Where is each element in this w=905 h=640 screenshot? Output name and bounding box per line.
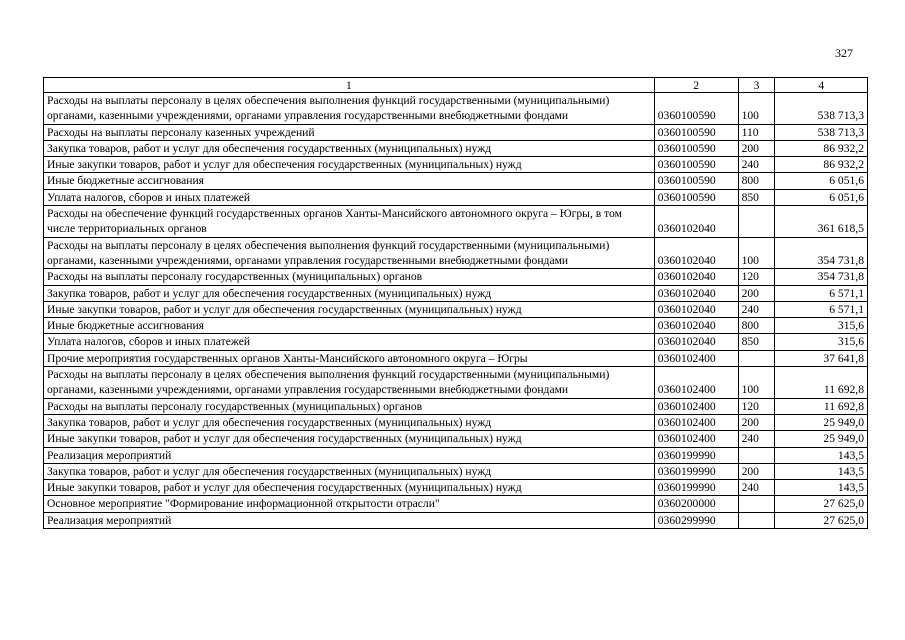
row-target-code-cell: 0360102040 (654, 318, 738, 334)
row-name-cell: Уплата налогов, сборов и иных платежей (44, 334, 655, 350)
row-expense-type-cell: 850 (738, 189, 775, 205)
row-target-code-cell: 0360100590 (654, 157, 738, 173)
row-name-cell: Иные закупки товаров, работ и услуг для обеспечения государственных (муниципальных) нужд (44, 431, 655, 447)
row-sum-cell: 6 571,1 (775, 301, 868, 317)
table-row (44, 237, 868, 269)
row-name-cell: Реализация мероприятий (44, 447, 655, 463)
header-col-2: 2 (654, 78, 738, 93)
row-sum-cell: 354 731,8 (775, 237, 868, 269)
table-row (44, 350, 868, 366)
row-sum-cell: 143,5 (775, 480, 868, 496)
row-expense-type-cell (738, 496, 775, 512)
row-name-cell: Уплата налогов, сборов и иных платежей (44, 189, 655, 205)
row-expense-type-cell: 100 (738, 367, 775, 399)
table-row (44, 334, 868, 350)
row-target-code-cell: 0360100590 (654, 124, 738, 140)
row-name-cell: Закупка товаров, работ и услуг для обеспечения государственных (муниципальных) нужд (44, 414, 655, 430)
table-row (44, 447, 868, 463)
row-target-code-cell: 0360100590 (654, 189, 738, 205)
row-expense-type-cell: 100 (738, 237, 775, 269)
row-name-cell: Расходы на выплаты персоналу казенных учреждений (44, 124, 655, 140)
row-expense-type-cell (738, 512, 775, 528)
row-expense-type-cell: 200 (738, 414, 775, 430)
row-expense-type-cell (738, 447, 775, 463)
row-name-cell: Реализация мероприятий (44, 512, 655, 528)
row-expense-type-cell: 120 (738, 269, 775, 285)
row-name-cell: Расходы на выплаты персоналу государственных (муниципальных) органов (44, 398, 655, 414)
row-expense-type-cell (738, 350, 775, 366)
row-expense-type-cell: 240 (738, 431, 775, 447)
budget-table (43, 77, 868, 529)
table-row (44, 124, 868, 140)
row-sum-cell: 6 051,6 (775, 189, 868, 205)
row-name-cell: Иные закупки товаров, работ и услуг для обеспечения государственных (муниципальных) нужд (44, 157, 655, 173)
row-name-cell: Иные закупки товаров, работ и услуг для обеспечения государственных (муниципальных) нужд (44, 480, 655, 496)
row-sum-cell: 315,6 (775, 334, 868, 350)
row-target-code-cell: 0360102040 (654, 334, 738, 350)
row-sum-cell: 354 731,8 (775, 269, 868, 285)
table-row (44, 414, 868, 430)
row-target-code-cell: 0360102400 (654, 398, 738, 414)
header-col-1: 1 (44, 78, 655, 93)
table-row (44, 189, 868, 205)
row-target-code-cell: 0360102400 (654, 414, 738, 430)
table-row (44, 157, 868, 173)
row-sum-cell: 6 571,1 (775, 285, 868, 301)
row-expense-type-cell: 100 (738, 93, 775, 125)
row-name-cell: Расходы на выплаты персоналу в целях обеспечения выполнения функций государственными (муниципальными) органами, казенными учреждениями, органами управления государственными внебюджетными фондами (44, 237, 655, 269)
table-row (44, 285, 868, 301)
header-col-3: 3 (738, 78, 775, 93)
table-body (44, 93, 868, 529)
row-target-code-cell: 0360299990 (654, 512, 738, 528)
table-row (44, 398, 868, 414)
row-name-cell: Расходы на выплаты персоналу в целях обеспечения выполнения функций государственными (муниципальными) органами, казенными учреждениями, органами управления государственными внебюджетными фондами (44, 367, 655, 399)
row-sum-cell: 27 625,0 (775, 496, 868, 512)
row-name-cell: Иные бюджетные ассигнования (44, 318, 655, 334)
row-name-cell: Основное мероприятие "Формирование информационной открытости отрасли" (44, 496, 655, 512)
row-name-cell: Закупка товаров, работ и услуг для обеспечения государственных (муниципальных) нужд (44, 285, 655, 301)
row-target-code-cell: 0360102040 (654, 237, 738, 269)
row-expense-type-cell: 120 (738, 398, 775, 414)
row-sum-cell: 11 692,8 (775, 367, 868, 399)
row-sum-cell: 86 932,2 (775, 157, 868, 173)
row-sum-cell: 6 051,6 (775, 173, 868, 189)
row-target-code-cell: 0360102040 (654, 206, 738, 238)
row-target-code-cell: 0360199990 (654, 447, 738, 463)
row-target-code-cell: 0360102400 (654, 350, 738, 366)
row-expense-type-cell: 200 (738, 463, 775, 479)
row-expense-type-cell: 110 (738, 124, 775, 140)
table-row (44, 301, 868, 317)
row-expense-type-cell: 800 (738, 173, 775, 189)
row-target-code-cell: 0360100590 (654, 173, 738, 189)
row-sum-cell: 143,5 (775, 447, 868, 463)
row-target-code-cell: 0360102400 (654, 367, 738, 399)
row-name-cell: Иные закупки товаров, работ и услуг для обеспечения государственных (муниципальных) нужд (44, 301, 655, 317)
row-expense-type-cell: 800 (738, 318, 775, 334)
row-name-cell: Расходы на обеспечение функций государственных органов Ханты-Мансийского автономного округа – Югры, в том числе территориальных органов (44, 206, 655, 238)
table-row (44, 367, 868, 399)
row-sum-cell: 538 713,3 (775, 124, 868, 140)
row-expense-type-cell (738, 206, 775, 238)
table-row (44, 269, 868, 285)
row-sum-cell: 11 692,8 (775, 398, 868, 414)
row-sum-cell: 27 625,0 (775, 512, 868, 528)
row-expense-type-cell: 240 (738, 480, 775, 496)
header-col-4: 4 (775, 78, 868, 93)
row-expense-type-cell: 200 (738, 140, 775, 156)
row-name-cell: Расходы на выплаты персоналу государственных (муниципальных) органов (44, 269, 655, 285)
row-sum-cell: 37 641,8 (775, 350, 868, 366)
row-target-code-cell: 0360102040 (654, 269, 738, 285)
table-row (44, 93, 868, 125)
row-name-cell: Расходы на выплаты персоналу в целях обеспечения выполнения функций государственными (муниципальными) органами, казенными учреждениями, органами управления государственными внебюджетными фондами (44, 93, 655, 125)
row-target-code-cell: 0360199990 (654, 463, 738, 479)
row-name-cell: Прочие мероприятия государственных органов Ханты-Мансийского автономного округа – Югры (44, 350, 655, 366)
table-row (44, 206, 868, 238)
row-target-code-cell: 0360199990 (654, 480, 738, 496)
table-row (44, 512, 868, 528)
table-row (44, 463, 868, 479)
row-target-code-cell: 0360100590 (654, 93, 738, 125)
row-sum-cell: 538 713,3 (775, 93, 868, 125)
row-target-code-cell: 0360200000 (654, 496, 738, 512)
row-target-code-cell: 0360102400 (654, 431, 738, 447)
row-name-cell: Закупка товаров, работ и услуг для обеспечения государственных (муниципальных) нужд (44, 140, 655, 156)
row-sum-cell: 25 949,0 (775, 431, 868, 447)
row-name-cell: Закупка товаров, работ и услуг для обеспечения государственных (муниципальных) нужд (44, 463, 655, 479)
row-target-code-cell: 0360102040 (654, 285, 738, 301)
table-header-row (44, 78, 868, 93)
row-name-cell: Иные бюджетные ассигнования (44, 173, 655, 189)
table-row (44, 140, 868, 156)
table-row (44, 318, 868, 334)
row-sum-cell: 315,6 (775, 318, 868, 334)
row-expense-type-cell: 200 (738, 285, 775, 301)
page-number: 327 (835, 46, 853, 60)
row-target-code-cell: 0360102040 (654, 301, 738, 317)
table-row (44, 173, 868, 189)
row-target-code-cell: 0360100590 (654, 140, 738, 156)
row-expense-type-cell: 240 (738, 301, 775, 317)
table-row (44, 496, 868, 512)
row-expense-type-cell: 240 (738, 157, 775, 173)
row-sum-cell: 25 949,0 (775, 414, 868, 430)
table-row (44, 480, 868, 496)
row-sum-cell: 143,5 (775, 463, 868, 479)
row-sum-cell: 86 932,2 (775, 140, 868, 156)
table-row (44, 431, 868, 447)
row-expense-type-cell: 850 (738, 334, 775, 350)
row-sum-cell: 361 618,5 (775, 206, 868, 238)
